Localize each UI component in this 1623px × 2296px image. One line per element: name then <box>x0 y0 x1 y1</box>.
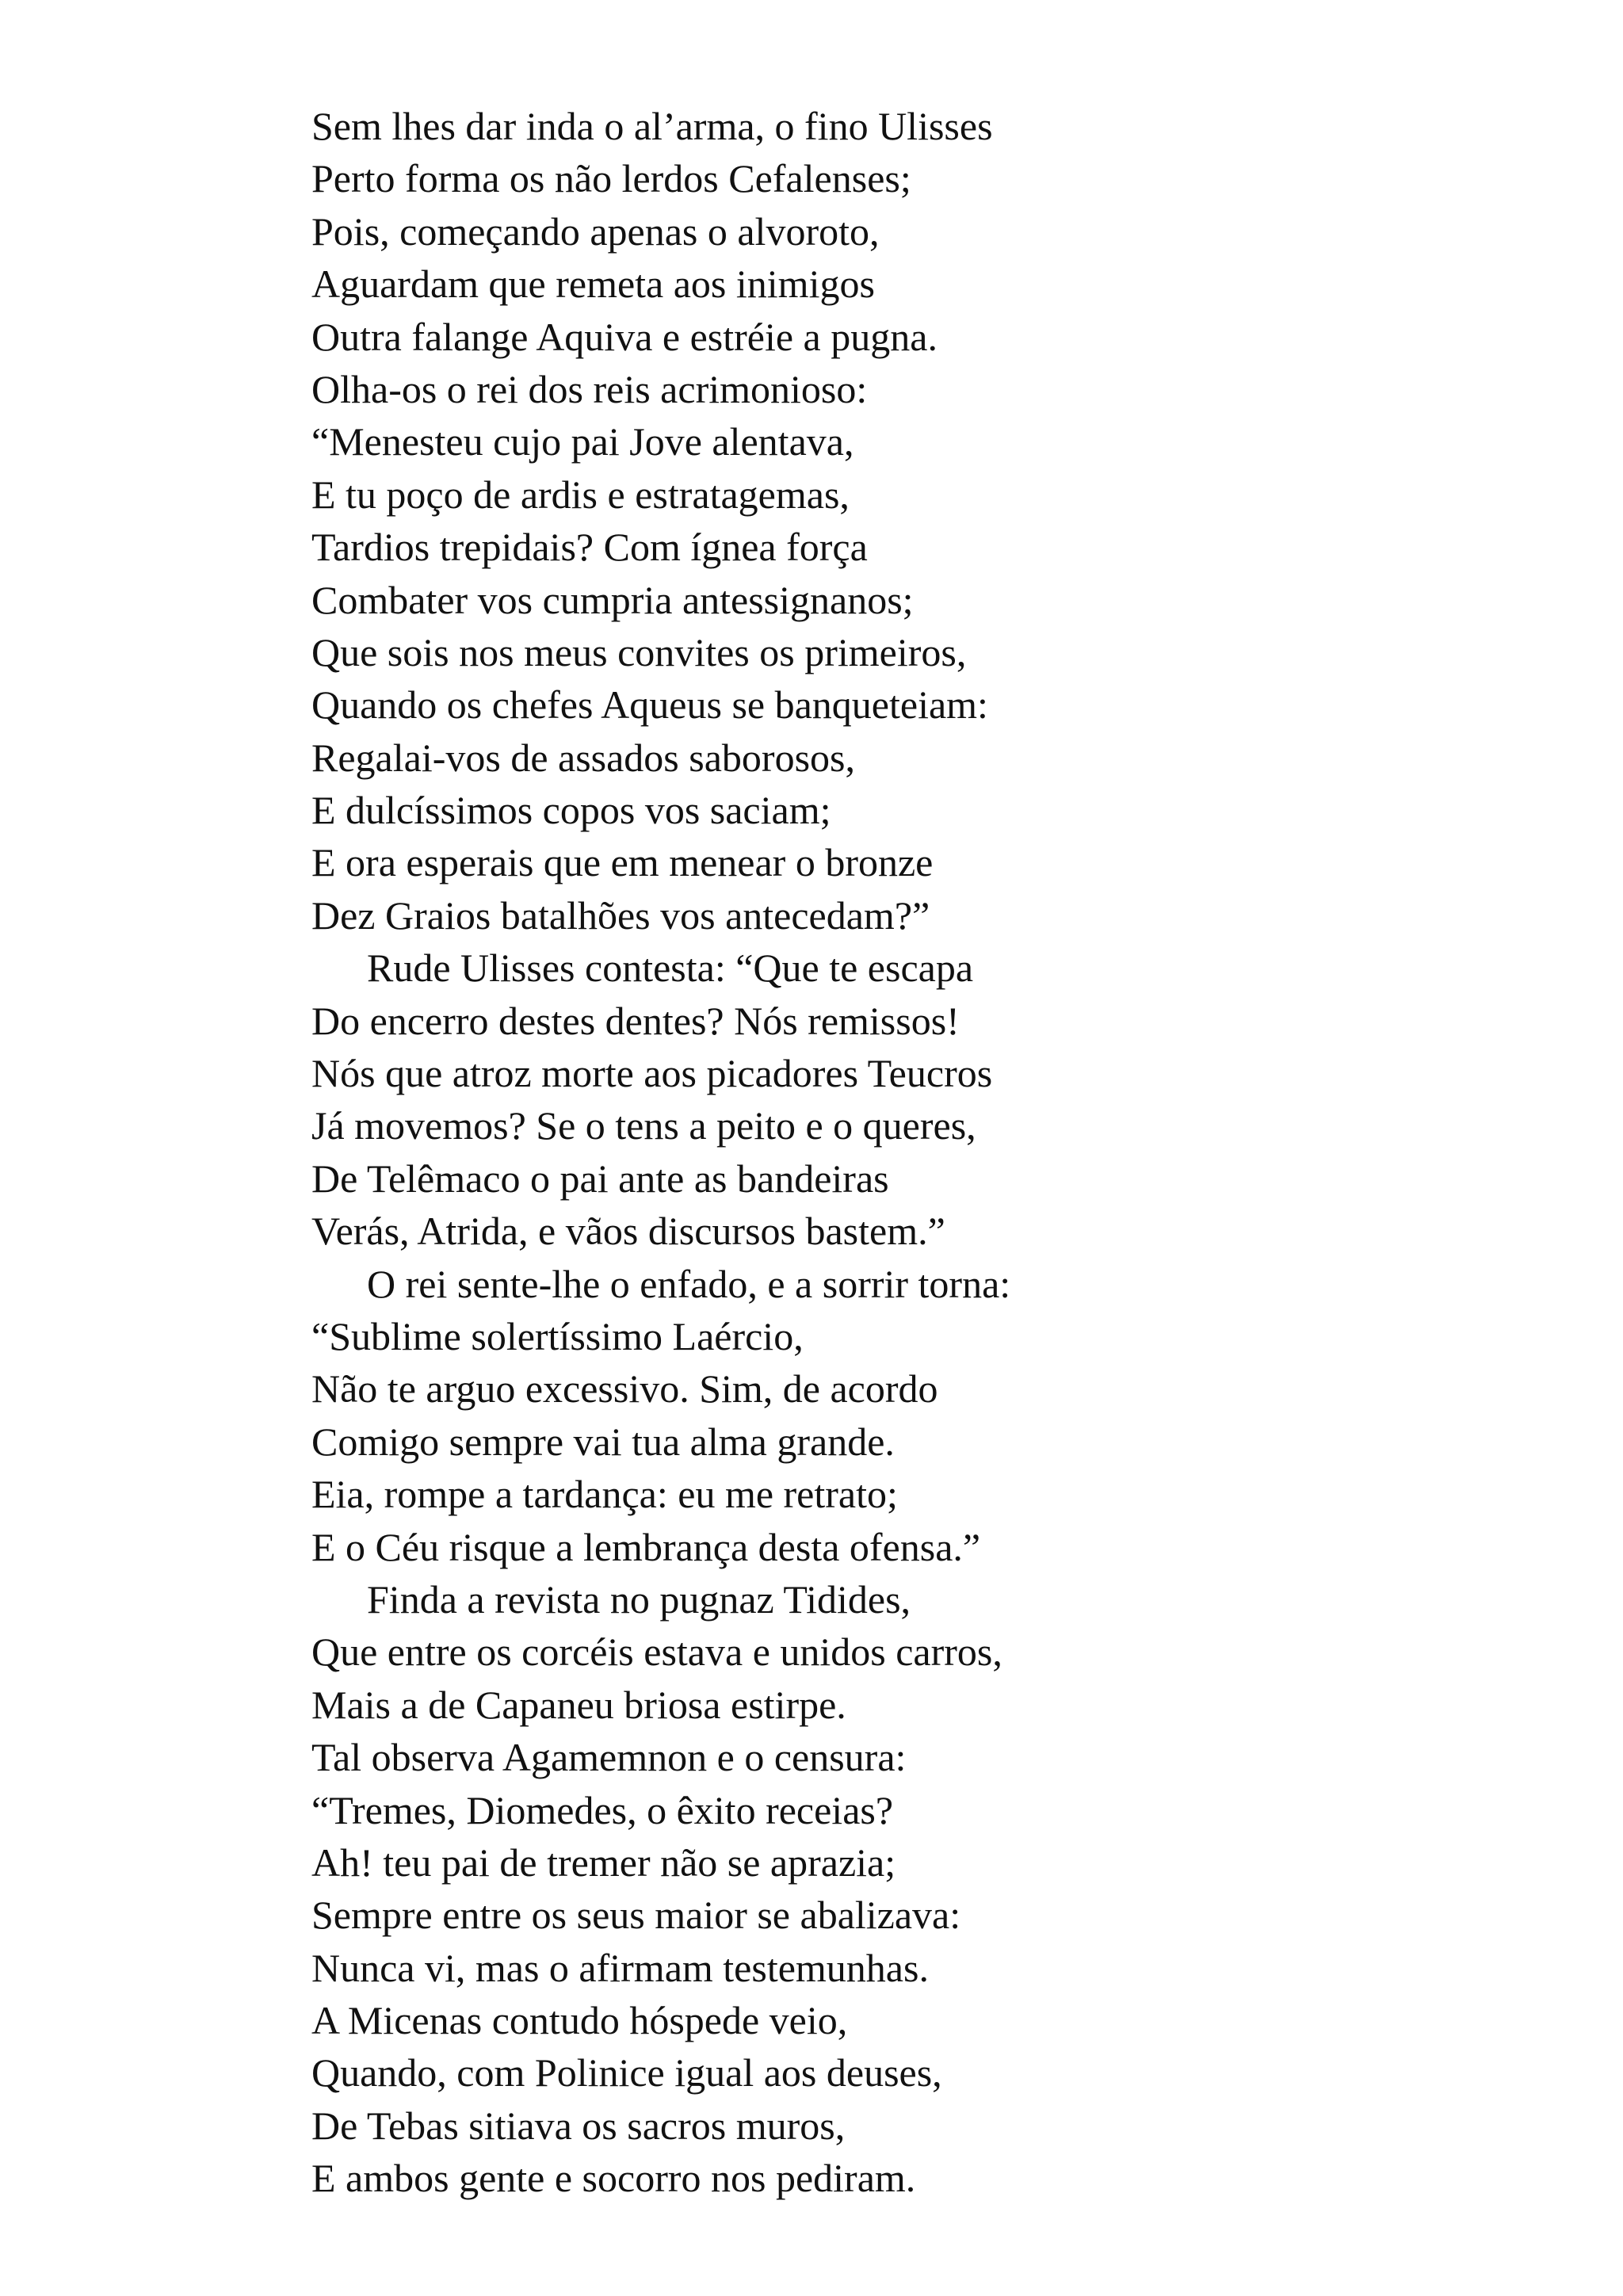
poem-line: E ambos gente e socorro nos pediram. <box>311 2156 916 2201</box>
poem-line: Já movemos? Se o tens a peito e o queres, <box>311 1103 976 1148</box>
poem-line: Tardios trepidais? Com ígnea força <box>311 525 868 570</box>
poem-text-block <box>311 100 1500 2205</box>
poem-line: E ora esperais que em menear o bronze <box>311 840 934 885</box>
poem-line: Verás, Atrida, e vãos discursos bastem.” <box>311 1209 945 1254</box>
poem-line: Dez Graios batalhões vos antecedam?” <box>311 892 930 938</box>
poem-line: Mais a de Capaneu briosa estirpe. <box>311 1682 846 1727</box>
poem-line: Perto forma os não lerdos Cefalenses; <box>311 156 911 201</box>
poem-line: E dulcíssimos copos vos saciam; <box>311 788 831 833</box>
poem-line: Combater vos cumpria antessignanos; <box>311 577 914 622</box>
poem-line: A Micenas contudo hóspede veio, <box>311 1998 848 2043</box>
poem-line: Eia, rompe a tardança: eu me retrato; <box>311 1472 898 1517</box>
poem-line: E o Céu risque a lembrança desta ofensa.” <box>311 1524 981 1569</box>
poem-line: Aguardam que remeta aos inimigos <box>311 262 875 307</box>
poem-line: Do encerro destes dentes? Nós remissos! <box>311 998 960 1043</box>
poem-line: Que entre os corcéis estava e unidos carros, <box>311 1629 1002 1675</box>
poem-line: O rei sente-lhe o enfado, e a sorrir torna: <box>367 1261 1011 1306</box>
poem-line: Nós que atroz morte aos picadores Teucros <box>311 1051 993 1096</box>
poem-line: Quando, com Polinice igual aos deuses, <box>311 2050 942 2095</box>
poem-line: Não te arguo excessivo. Sim, de acordo <box>311 1366 938 1412</box>
poem-line: Comigo sempre vai tua alma grande. <box>311 1419 895 1464</box>
poem-line: Ah! teu pai de tremer não se aprazia; <box>311 1839 896 1885</box>
poem-line: Tal observa Agamemnon e o censura: <box>311 1735 907 1780</box>
poem-line: Rude Ulisses contesta: “Que te escapa <box>367 946 974 991</box>
poem-line: De Tebas sitiava os sacros muros, <box>311 2103 846 2148</box>
poem-line: Regalai-vos de assados saborosos, <box>311 735 855 780</box>
poem-line: “Sublime solertíssimo Laércio, <box>311 1313 804 1358</box>
poem-line: “Tremes, Diomedes, o êxito receias? <box>311 1787 894 1832</box>
poem-line: Olha-os o rei dos reis acrimonioso: <box>311 366 868 411</box>
poem-line: Pois, começando apenas o alvoroto, <box>311 208 880 254</box>
poem-line: “Menesteu cujo pai Jove alentava, <box>311 419 854 464</box>
poem-line: E tu poço de ardis e estratagemas, <box>311 472 850 517</box>
poem-line: Sem lhes dar inda o al’arma, o fino Ulisses <box>311 104 993 148</box>
poem-line: Outra falange Aquiva e estréie a pugna. <box>311 314 938 359</box>
poem-line: Sempre entre os seus maior se abalizava: <box>311 1893 961 1938</box>
poem-line: Finda a revista no pugnaz Tidides, <box>367 1576 911 1622</box>
poem-line: Nunca vi, mas o afirmam testemunhas. <box>311 1945 929 1990</box>
poem-line: Quando os chefes Aqueus se banqueteiam: <box>311 682 988 728</box>
poem-line: Que sois nos meus convites os primeiros, <box>311 629 967 674</box>
poem-line: De Telêmaco o pai ante as bandeiras <box>311 1156 889 1201</box>
